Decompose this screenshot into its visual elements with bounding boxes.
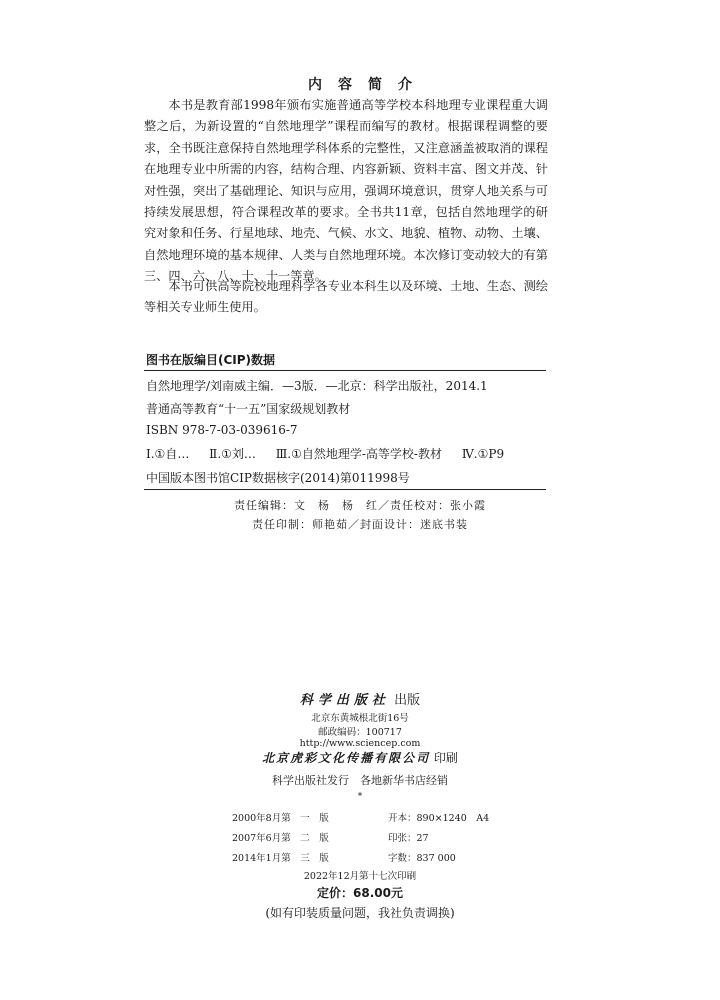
price: 定价：68.00元 xyxy=(317,886,403,900)
publisher-suffix: 出版 xyxy=(394,693,421,708)
publisher-line xyxy=(0,689,720,708)
cip-class-4: Ⅳ.①P9 xyxy=(461,447,505,461)
printer-line xyxy=(0,749,720,766)
printer-suffix: 印刷 xyxy=(433,751,458,765)
intro-paragraph-2: 本书可供高等院校地理科学各专业本科生以及环境、土地、生态、测绘等相关专业师生使用。 xyxy=(144,279,548,315)
cip-class-3: Ⅲ.①自然地理学-高等学校-教材 xyxy=(275,447,442,461)
intro-title: 内容简介 xyxy=(308,77,428,93)
cip-top-rule xyxy=(144,370,546,371)
publisher-name: 科学出版社 xyxy=(299,693,390,708)
edition-1-date: 2000年8月第 一 版 xyxy=(232,813,329,824)
cip-classification-line xyxy=(146,445,520,462)
quality-notice: (如有印装质量问题，我社负责调换) xyxy=(265,906,455,920)
cip-title-line: 自然地理学/刘南威主编．—3版．—北京：科学出版社，2014.1 xyxy=(146,379,488,393)
cip-heading: 图书在版编目(CIP)数据 xyxy=(146,353,276,367)
cip-record-line: 中国版本图书馆CIP数据核字(2014)第011998号 xyxy=(146,471,410,485)
editors-line: 责任编辑：文 杨 杨 红／责任校对：张小霞 xyxy=(234,499,486,512)
cip-class-1: Ⅰ.①自… xyxy=(146,447,190,461)
cip-series-line: 普通高等教育“十一五”国家级规划教材 xyxy=(146,402,351,416)
cip-class-2: Ⅱ.①刘… xyxy=(209,447,256,461)
printer-name: 北京虎彩文化传播有限公司 xyxy=(262,751,431,765)
impression-line: 2022年12月第十七次印刷 xyxy=(303,871,417,882)
separator-asterisk: * xyxy=(357,792,363,802)
intro-paragraph-1: 本书是教育部1998年颁布实施普通高等学校本科地理专业课程重大调整之后，为新设置的“自然地理学”课程而编写的教材。根据课程调整的要求，全书既注意保持自然地理学科体系的完整性，又注意涵盖被取消的课程在地理专业中所需的内容，结构合理、内容新颖、资料丰富、图文并茂、针对性强，突出了基础理论、知识与应用，强调环境意识，贯穿人地关系与可持续发展思想，符合课程改革的要求。全书共11章，包括自然地理学的研究对象和任务、行星地球、地壳、气候、水文、地貌、植物、动物、土壤、自然地理环境的基本规律、人类与自然地理环境。本次修订变动较大的有第三、四、六、八、十、十一等章。 xyxy=(144,98,548,284)
edition-1-info: 开本：890×1240 A4 xyxy=(388,813,490,824)
publisher-url: http://www.sciencep.com xyxy=(299,738,421,749)
distribution-line: 科学出版社发行 各地新华书店经销 xyxy=(272,774,448,787)
edition-2-date: 2007年6月第 二 版 xyxy=(232,833,329,844)
publisher-postcode: 邮政编码：100717 xyxy=(318,727,402,738)
edition-3-date: 2014年1月第 三 版 xyxy=(232,853,329,864)
design-line: 责任印制：师艳茹／封面设计：迷底书装 xyxy=(252,518,468,531)
publisher-address: 北京东黄城根北街16号 xyxy=(311,713,409,724)
cip-bottom-rule xyxy=(144,489,546,490)
edition-3-info: 字数：837 000 xyxy=(388,853,456,864)
cip-isbn-line: ISBN 978-7-03-039616-7 xyxy=(146,423,298,437)
edition-2-info: 印张：27 xyxy=(388,833,429,844)
